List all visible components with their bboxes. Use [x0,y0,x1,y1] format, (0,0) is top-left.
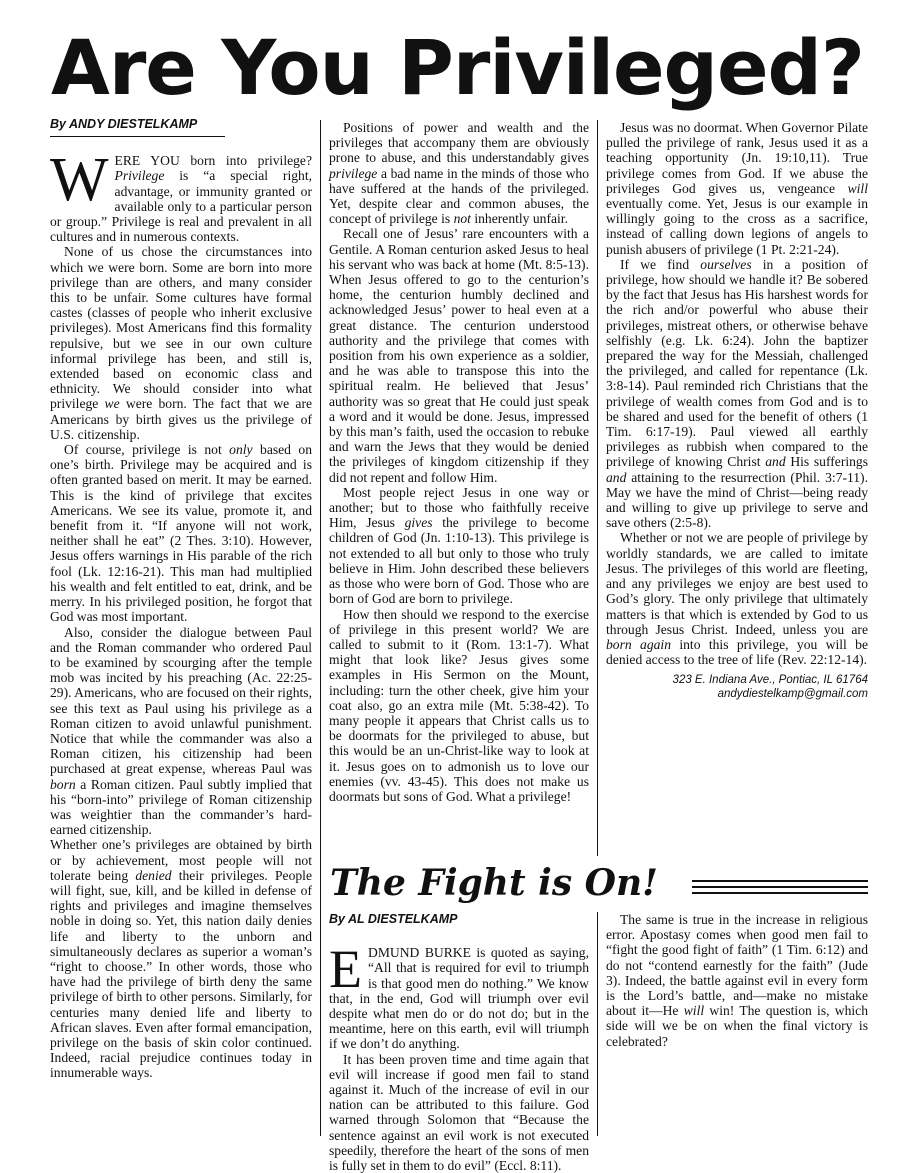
article-paragraph: Whether one’s privileges are obtained by birth or by achievement, most people will not tolerate being denied their privileges. People will fight, sue, kill, and be killed in defense of rights and privileges and imagine themselves noble in doing so. Yet, this nation daily denies life and liberty to the unborn and simultaneously declares as superior a woman’s “right to choose.” In other words, those who have had the privilege of birth deny the same privilege of birth to other persons. Similarly, for centuries many denied life and liberty to African slaves. Even after formal emancipation, privilege on the basis of skin color continued. Indeed, racial prejudice continues today in innumerable ways. [50,837,312,1081]
column-divider [597,120,598,856]
article-paragraph: The same is true in the increase in religious error. Apostasy comes when good men fail to “fight the good fight of faith” (1 Tim. 6:12) and do not “contend earnestly for the faith” (Jude 3). Indeed, the battle against evil in every form is the Lord’s battle, and—make no mistake about it—He will win! The question is, which side will we be on when the final victory is celebrated? [606,912,868,1049]
drop-cap: E [329,939,362,1000]
drop-cap: W [50,146,109,215]
article-paragraph: If we find ourselves in a position of privilege, how should we handle it? Be sobered by the fact that Jesus has His harshest words for the rich and/or powerful who abuse their privileges, mistreat others, or otherwise behave selfishly (e.g. Lk. 6:24). John the baptizer prepared the way for the Messiah, challenged the privileged, and called for repentance (Lk. 3:8-14). Paul reminded rich Christians that the privilege of wealth comes from God and is to be shared and used for the benefit of others (1 Tim. 6:17-19). Paul viewed all earthly privileges as rubbish when compared to the privilege of knowing Christ and His sufferings and attaining to the resurrection (Phil. 3:7-11). May we have the mind of Christ—being ready and willing to give up privilege to serve and save others (2:5-8). [606,256,869,531]
title-decoration-rule [692,886,868,888]
article-paragraph: Recall one of Jesus’ rare encounters with a Gentile. A Roman centurion asked Jesus to heal his servant who was back at home (Mt. 8:5-13). When Jesus offered to go to the centurion’s home, the centurion humbly declined and acknowledged Jesus’ power to heal even at a great distance. The centurion understood authority and the privilege that comes with position from his own experience as a soldier, and he was able to transpose this into the spiritual realm. He believed that Jesus’ authority was so great that He could just speak a word and it would be done. Jesus, impressed by this man’s faith, used the occasion to rebuke and warn the Jews that they would be denied the privileges of kingdom citizenship if they did not repent and follow Him. [329,226,589,485]
second-article-column-1 [329,912,589,1173]
article-paragraph: Whether or not we are people of privilege by worldly standards, we are called to imitate Jesus. The privileges of this world are fleeting, and any privileges we enjoy are best used to God’s glory. The only privilege that ultimately matters is that which is extended by God to us through Jesus Christ. Indeed, unless you are born again into this privilege, you will be denied access to the tree of life (Rev. 22:12-14). [606,530,868,668]
article-column-1 [50,117,312,1137]
second-article-column-2 [606,912,868,1137]
article-paragraph: EDMUND BURKE is quoted as saying, “All that is required for evil to triumph is that good men do nothing.” We know that, in the end, God will triumph over evil despite what men do or do not do; but in the meantime, here on this earth, evil will triumph if we don’t do anything. [329,939,589,1052]
main-title: Are You Privileged? [51,23,864,112]
second-article-title: The Fight is On! [330,862,658,904]
title-decoration-rule [692,892,868,894]
article-paragraph: Jesus was no doormat. When Governor Pilate pulled the privilege of rank, Jesus used it as a teaching opportunity (Jn. 19:10,11). True privilege comes from God. If we abuse the privileges God gives us, vengeance will eventually come. Yet, Jesus is our example in willingly going to the cross as a sacrifice, instead of calling down legions of angels to punish abusers of privilege (1 Pt. 2:21-24). [606,120,868,257]
byline-rule [50,136,225,137]
article-paragraph: Positions of power and wealth and the privileges that accompany them are obviously prone to abuse, and this understandably gives privilege a bad name in the minds of those who have suffered at the hands of the privileged. Yet, despite clear and common abuses, the concept of privilege is not inherently unfair. [329,120,589,227]
column-divider [320,120,321,1136]
article-column-3 [606,120,868,860]
author-byline: By ANDY DIESTELKAMP [50,117,198,131]
author-address: 323 E. Indiana Ave., Pontiac, IL 61764 [672,674,868,687]
article-column-2 [329,120,589,856]
lead-in: DMUND BURKE [368,945,471,961]
author-email[interactable]: andydiestelkamp@gmail.com [717,688,868,701]
article-paragraph: Most people reject Jesus in one way or another; but to those who faithfully receive Him, Jesus gives the privilege to become children of God (Jn. 1:10-13). This privilege is not extended to all but only to those who truly believe in Him. John described these believers as those who were born of God. Those who are born of God are born to privilege. [329,484,589,607]
article-paragraph: Also, consider the dialogue between Paul and the Roman commander who ordered Paul to be examined by scourging after the temple mob was incited by his preaching (Ac. 22:25-29). Americans, who are focused on their rights, see this text as Paul using his privilege as a Roman citizen to avoid unlawful punishment. Notice that while the commander was also a Roman citizen, his citizenship had been purchased at great expense, whereas Paul was born a Roman citizen. Paul subtly implied that his “born-into” privilege of Roman citizenship was weightier than the commander’s hard-earned citizenship. [50,624,312,838]
article-paragraph: It has been proven time and time again that evil will increase if good men fail to stand against it. Much of the increase of evil in our nation can be attributed to this failure. God warned through Solomon that “Because the sentence against an evil work is not executed speedily, therefore the heart of the sons of men is fully set in them to do evil” (Eccl. 8:11). [329,1051,589,1173]
article-paragraph: How then should we respond to the exercise of privilege in this present world? We are called to submit to it (Rom. 13:1-7). What might that look like? Jesus gives some examples in His Sermon on the Mount, including: turn the other cheek, give him your coat also, go an extra mile (Mt. 5:38-42). To many people it appears that Christ calls us to be doormats for the privileged to abuse, but this would be an un-Christ-like way to look at it. Jesus goes on to admonish us to love our enemies (vv. 43-45). This does not make us doormats but sons of God. What a privilege! [329,606,589,804]
lead-in: ERE YOU [114,153,180,169]
article-paragraph: WERE YOU born into privilege? Privilege is “a special right, advantage, or immunity granted or available only to a particular person or group.” Privilege is real and prevalent in all cultures and in numerous contexts. [50,146,312,245]
article-paragraph: None of us chose the circumstances into which we were born. Some are born into more privilege than are others, and many consider this to be unfair. Some cultures have formal castes (classes of people who inherit exclusive privileges). Most Americans find this formality repulsive, but we see in our own culture informal privilege has been, and still is, extended based on economic class and ethnicity. We should consider into what privilege we were born. The fact that we are Americans by birth gives us the privilege of U.S. citizenship. [50,244,313,442]
article-paragraph: Of course, privilege is not only based on one’s birth. Privilege may be acquired and is often granted based on merit. It may be earned. This is the kind of privilege that excites Americans. We see its value, promote it, and benefit from it. “If anyone will not work, neither shall he eat” (2 Thes. 3:10). However, Jesus offers warnings in His parable of the rich fool (Lk. 12:16-21). This man had multiplied his wealth and felt entitled to eat, drink, and be merry. In his privileged position, he forgot that God was most important. [50,442,313,625]
column-divider [597,912,598,1136]
title-decoration-rule [692,880,868,882]
author-byline: By AL DIESTELKAMP [329,912,458,926]
